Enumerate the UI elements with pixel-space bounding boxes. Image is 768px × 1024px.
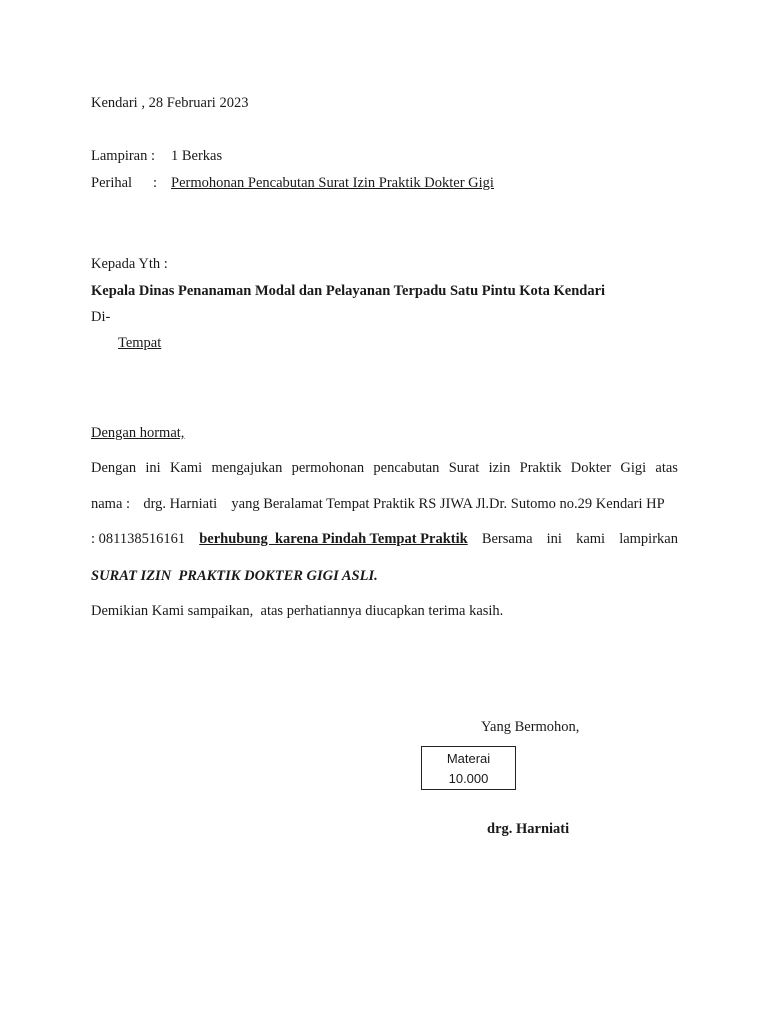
body-phone: : 081138516161	[91, 531, 186, 547]
attachment-title: SURAT IZIN PRAKTIK DOKTER GIGI ASLI.	[91, 568, 378, 584]
body-word: Kami	[169, 460, 203, 476]
body-word: mengajukan	[211, 460, 283, 476]
closing-sentence: Demikian Kami sampaikan, atas perhatiannya diucapkan terima kasih.	[91, 603, 504, 619]
body-word: Dokter	[570, 460, 612, 476]
tempat-label: Tempat	[118, 335, 162, 351]
lampiran-label: Lampiran :	[91, 148, 156, 164]
body-word: Dengan	[91, 460, 137, 476]
body-word: izin	[488, 460, 511, 476]
perihal-colon: :	[153, 175, 158, 191]
body-reason: berhubung karena Pindah Tempat Praktik	[199, 531, 468, 547]
body-word: kami	[576, 531, 606, 547]
body-word: pencabutan	[373, 460, 440, 476]
body-segment: drg. Harniati	[143, 496, 218, 512]
kepada-label: Kepada Yth :	[91, 256, 168, 272]
body-line-2	[91, 495, 678, 513]
lampiran-value: 1 Berkas	[171, 148, 223, 164]
body-word: permohonan	[291, 460, 365, 476]
di-label: Di-	[91, 309, 111, 325]
body-word: Praktik	[519, 460, 562, 476]
stamp-line-2: 10.000	[448, 771, 489, 786]
body-word: ini	[546, 531, 562, 547]
salutation: Dengan hormat,	[91, 425, 185, 441]
body-word: lampirkan	[619, 531, 678, 547]
recipient: Kepala Dinas Penanaman Modal dan Pelayanan Terpadu Satu Pintu Kota Kendari	[91, 283, 606, 299]
body-segment: nama :	[91, 496, 131, 512]
stamp-box	[421, 746, 516, 790]
perihal-label: Perihal	[91, 175, 133, 191]
body-word: Surat	[448, 460, 480, 476]
body-word: atas	[655, 460, 678, 476]
body-line-1	[91, 459, 678, 477]
body-word: Gigi	[620, 460, 647, 476]
body-segment: yang Beralamat Tempat Praktik RS JIWA Jl.Dr. Sutomo no.29 Kendari HP	[231, 496, 665, 512]
signer-name: drg. Harniati	[487, 821, 570, 837]
place-date: Kendari , 28 Februari 2023	[91, 95, 249, 111]
body-word: ini	[145, 460, 161, 476]
sign-label: Yang Bermohon,	[481, 719, 580, 735]
body-word: Bersama	[481, 531, 533, 547]
perihal-value: Permohonan Pencabutan Surat Izin Praktik Dokter Gigi	[171, 175, 494, 191]
body-line-3	[91, 530, 678, 548]
stamp-line-1: Materai	[446, 751, 491, 766]
